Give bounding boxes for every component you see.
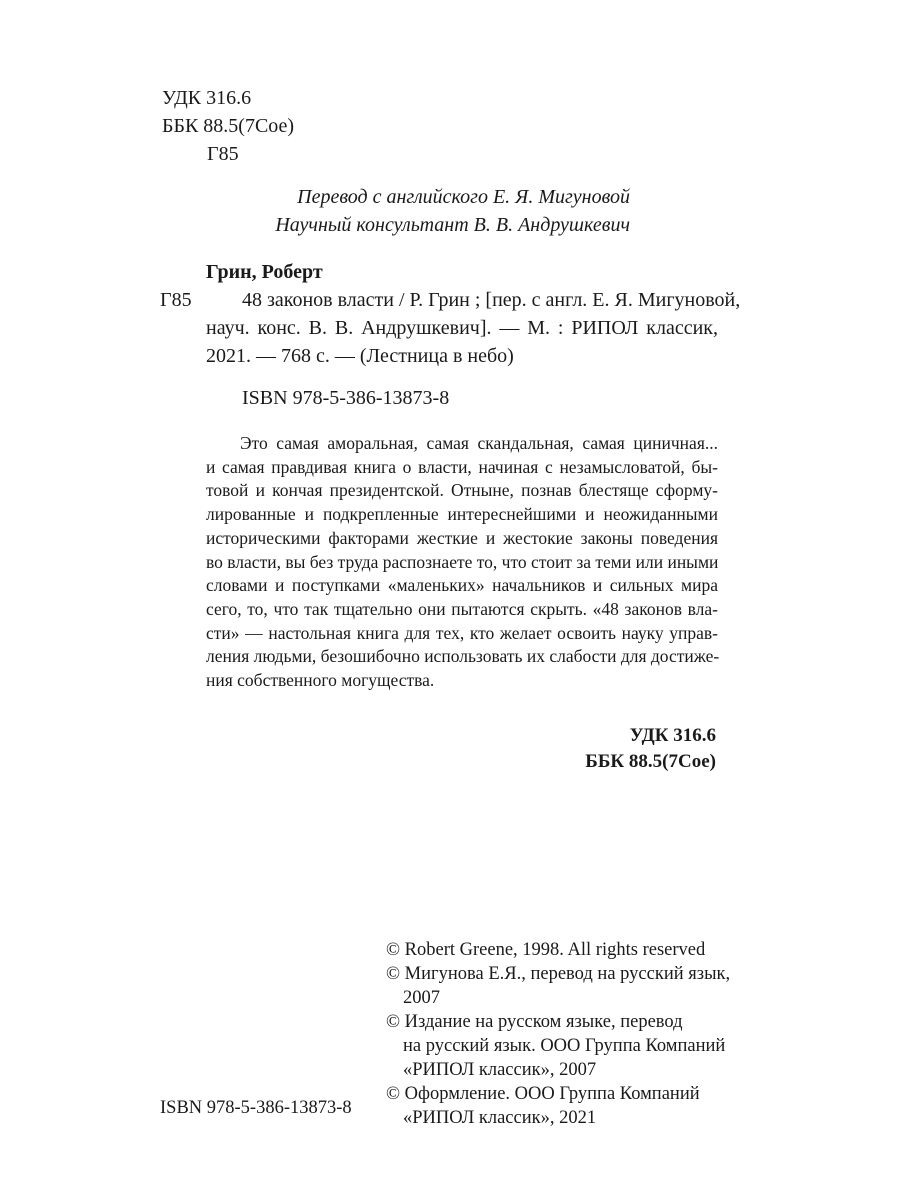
annotation [206, 432, 718, 693]
annotation-line: и самая правдивая книга о власти, начиная с незамысловатой, бы- [206, 456, 718, 477]
copyright-entry-continuation: на русский язык. ООО Группа Компаний [403, 1036, 726, 1056]
description-line: науч. конс. В. В. Андрушкевич]. — М. : РИПОЛ классик, [206, 317, 718, 339]
annotation-line: историческими факторами жесткие и жестокие законы поведения [206, 527, 718, 548]
udk-code: УДК 316.6 [162, 87, 252, 109]
annotation-line: сти» — настольная книга для тех, кто желает освоить науку управ- [206, 622, 718, 643]
bottom-classification [585, 723, 716, 775]
catalog-author: Грин, Роберт [206, 261, 323, 283]
annotation-line: сего, то, что так тщательно они пытаются скрыть. «48 законов вла- [206, 598, 718, 619]
annotation-line: лированные и подкрепленные интереснейшими и неожиданными [206, 504, 718, 525]
copyright-entry: © Оформление. ООО Группа Компаний [386, 1084, 700, 1104]
annotation-line: товой и кончая президентской. Отныне, познав блестяще сформу- [206, 480, 718, 501]
catalog-code: Г85 [160, 289, 192, 311]
copyright-entry-continuation: 2007 [403, 988, 440, 1008]
description-line: 2021. — 768 с. — (Лестница в небо) [206, 345, 514, 367]
annotation-line: словами и поступками «маленьких» начальников и сильных мира [206, 575, 718, 596]
author-code: Г85 [207, 143, 239, 165]
catalog-isbn: ISBN 978-5-386-13873-8 [242, 387, 450, 409]
copyright-entry-continuation: «РИПОЛ классик», 2021 [403, 1108, 597, 1128]
annotation-line: ления людьми, безошибочно использовать их слабости для достиже- [206, 646, 720, 667]
bbk-code: ББК 88.5(7Сое) [162, 115, 295, 137]
catalog-description [206, 286, 741, 370]
translator-line: Перевод с английского Е. Я. Мигуновой [297, 186, 630, 208]
bottom-isbn: ISBN 978-5-386-13873-8 [160, 1098, 352, 1118]
description-line: 48 законов власти / Р. Грин ; [пер. с англ. Е. Я. Мигуновой, [242, 289, 741, 311]
bottom-bbk-code: ББК 88.5(7Сое) [585, 751, 716, 772]
copyright-entry: © Мигунова Е.Я., перевод на русский язык, [386, 964, 731, 984]
bottom-udk-code: УДК 316.6 [629, 725, 716, 746]
copyright-block [386, 938, 746, 1130]
copyright-entry-continuation: «РИПОЛ классик», 2007 [403, 1060, 597, 1080]
annotation-line: Это самая аморальная, самая скандальная, самая циничная... [240, 433, 718, 453]
copyright-entry: © Издание на русском языке, перевод [386, 1012, 683, 1032]
annotation-line: ния собственного могущества. [206, 670, 435, 691]
annotation-line: во власти, вы без труда распознаете то, что стоит за теми или иными [206, 551, 719, 572]
consultant-line: Научный консультант В. В. Андрушкевич [275, 214, 630, 236]
copyright-entry: © Robert Greene, 1998. All rights reserved [386, 940, 706, 960]
translators-credit [150, 183, 630, 239]
classification-block [162, 84, 462, 168]
